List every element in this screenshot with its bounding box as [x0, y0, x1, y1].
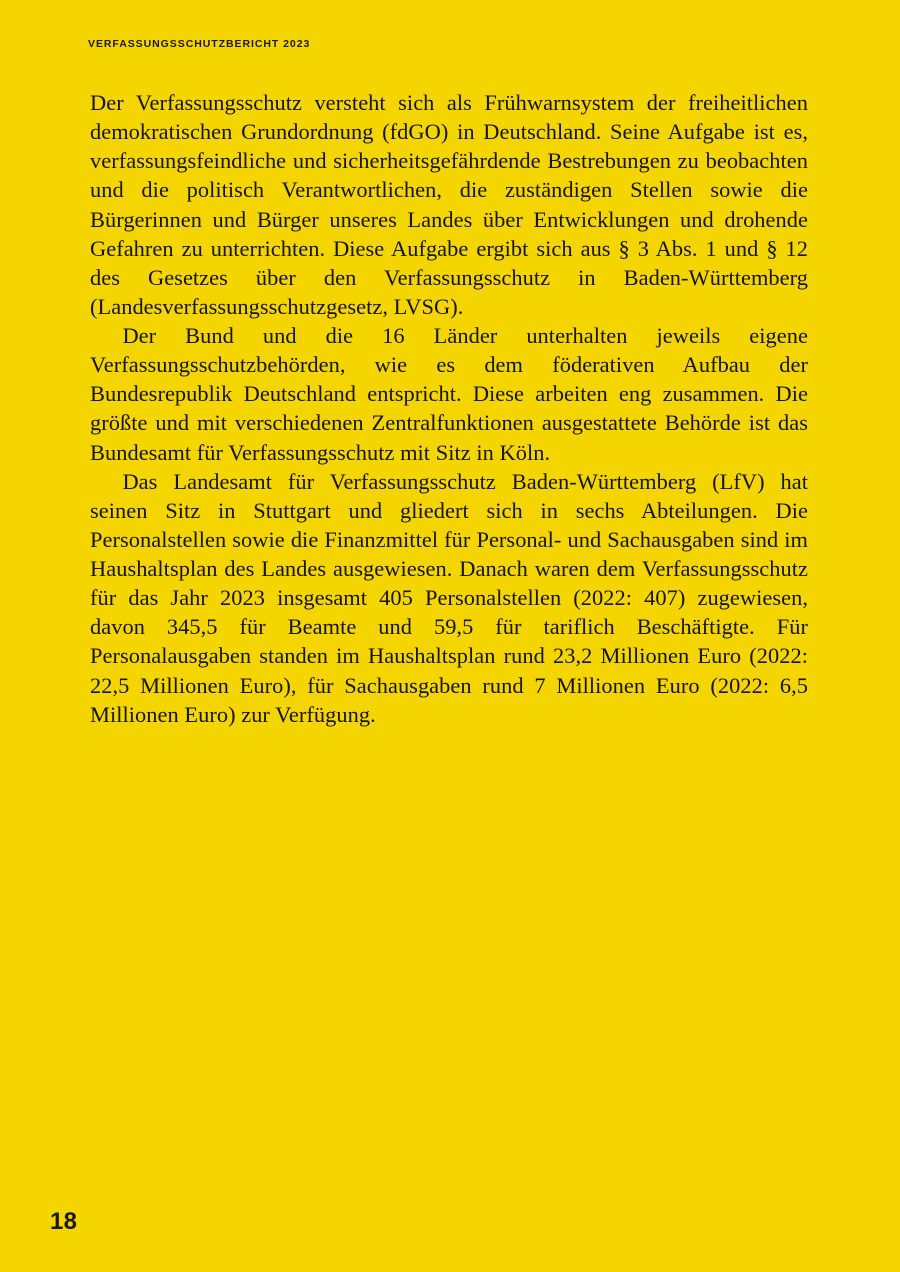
paragraph: Der Bund und die 16 Länder unterhalten jeweils eigene Verfassungsschutzbehörden, wie es dem föderativen Aufbau der Bundesrepublik Deutschland entspricht. Diese arbeiten eng zusammen. Die größte und mit verschiedenen Zentralfunktionen ausgestattete Behörde ist das Bundesamt für Verfassungsschutz mit Sitz in Köln. [90, 323, 808, 465]
body-text [90, 88, 808, 729]
page-number: 18 [50, 1208, 78, 1235]
running-head: VERFASSUNGSSCHUTZBERICHT 2023 [88, 38, 311, 50]
paragraph: Der Verfassungsschutz versteht sich als Frühwarnsystem der freiheitlichen demokratischen Grundordnung (fdGO) in Deutschland. Seine Aufgabe ist es, verfassungsfeindliche und sicherheitsgefährdende Bestrebungen zu beobachten und die politisch Verantwortlichen, die zuständigen Stellen sowie die Bürgerinnen und Bürger unseres Landes über Entwicklungen und drohende Gefahren zu unterrichten. Diese Aufgabe ergibt sich aus § 3 Abs. 1 und § 12 des Gesetzes über den Verfassungsschutz in Baden-Württemberg (Landesverfassungsschutzgesetz, LVSG). [90, 90, 808, 319]
paragraph: Das Landesamt für Verfassungsschutz Baden-Württemberg (LfV) hat seinen Sitz in Stuttgart und gliedert sich in sechs Abteilungen. Die Personalstellen sowie die Finanzmittel für Personal- und Sachausgaben sind im Haushaltsplan des Landes ausgewiesen. Danach waren dem Verfassungsschutz für das Jahr 2023 insgesamt 405 Personalstellen (2022: 407) zugewiesen, davon 345,5 für Beamte und 59,5 für tariflich Beschäftigte. Für Personalausgaben standen im Haushaltsplan rund 23,2 Millionen Euro (2022: 22,5 Millionen Euro), für Sachausgaben rund 7 Millionen Euro (2022: 6,5 Millionen Euro) zur Verfügung. [90, 468, 808, 727]
